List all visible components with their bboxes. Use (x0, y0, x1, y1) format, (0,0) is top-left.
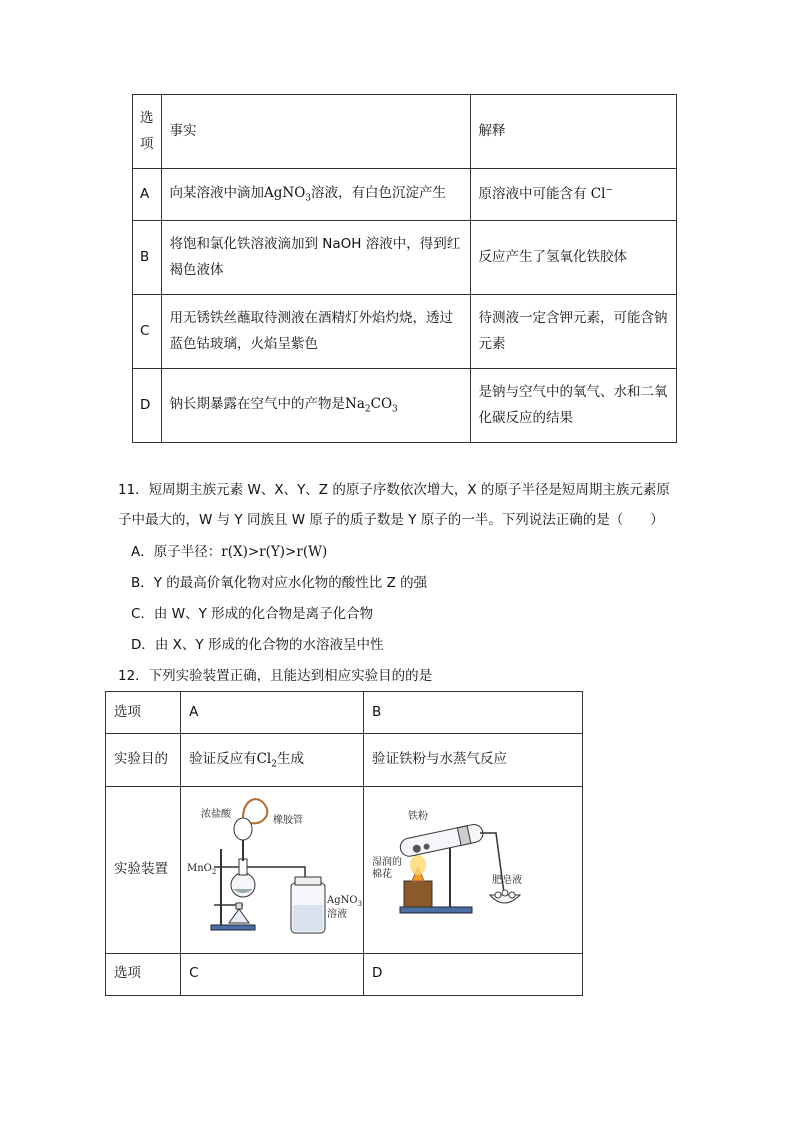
explanation-b: 反应产生了氢氧化铁胶体 (470, 221, 677, 295)
q11-stem-line2: 子中最大的，W 与 Y 同族且 W 原子的质子数是 Y 原子的一半。下列说法正确的是（ ） (118, 512, 664, 528)
apparatus-a (181, 787, 364, 954)
q11-option-b: B．Y 的最高价氧化物对应水化物的酸性比 Z 的强 (131, 575, 428, 591)
label-mno2: MnO$_2$ (187, 863, 217, 876)
fact-b: 将饱和氯化铁溶液滴加到 NaOH 溶液中，得到红褐色液体 (161, 221, 470, 295)
header-fact: 事实 (161, 95, 470, 169)
label-wet-cotton-2: 棉花 (372, 869, 392, 880)
label-wet-cotton-1: 湿润的 (372, 857, 402, 868)
table-row: C 用无锈铁丝蘸取待测液在酒精灯外焰灼烧，透过蓝色钴玻璃，火焰呈紫色 待测液一定含钾元素，可能含钠元素 (133, 295, 677, 369)
question-12-table (105, 691, 583, 996)
apparatus-b (364, 787, 583, 954)
label-agno3: AgNO$_3$ (327, 895, 363, 908)
explanation-d: 是钠与空气中的氧气、水和二氧化碳反应的结果 (470, 369, 677, 443)
iron-steam-apparatus-diagram (364, 787, 582, 943)
label-conc-hcl: 浓盐酸 (201, 809, 232, 820)
fact-c: 用无锈铁丝蘸取待测液在酒精灯外焰灼烧，透过蓝色钴玻璃，火焰呈紫色 (161, 295, 470, 369)
table-row: 实验目的 验证反应有$Cl_2$生成 验证铁粉与水蒸气反应 (106, 734, 583, 787)
table-row: 实验装置 浓盐酸 橡胶管 MnO$_2$ AgNO$_3$ 溶液 铁粉 湿润的 棉花 肥皂液 (106, 787, 583, 954)
label-iron-powder: 铁粉 (408, 811, 428, 822)
q12-stem: 12．下列实验装置正确，且能达到相应实验目的的是 (118, 668, 433, 684)
header-explanation: 解释 (470, 95, 677, 169)
q11-option-d: D．由 X、Y 形成的化合物的水溶液呈中性 (131, 637, 384, 653)
purpose-b: 验证铁粉与水蒸气反应 (364, 734, 583, 787)
table-row: B 将饱和氯化铁溶液滴加到 NaOH 溶液中，得到红褐色液体 反应产生了氢氧化铁胶体 (133, 221, 677, 295)
explanation-c: 待测液一定含钾元素，可能含钠元素 (470, 295, 677, 369)
table-row: 选项 C D (106, 953, 583, 995)
question-10-table (132, 94, 677, 443)
fact-d: 钠长期暴露在空气中的产物是$Na_2CO_3$ (161, 369, 470, 443)
q11-option-c: C．由 W、Y 形成的化合物是离子化合物 (131, 606, 374, 622)
label-rubber-tube: 橡胶管 (273, 815, 304, 826)
explanation-a: 原溶液中可能含有 Cl− (470, 169, 677, 221)
fact-a: 向某溶液中滴加AgNO$_3$溶液，有白色沉淀产生 (161, 169, 470, 221)
label-solution: 溶液 (327, 909, 348, 920)
table-row: 选项 A B (106, 692, 583, 734)
q11-stem-line1: 11．短周期主族元素 W、X、Y、Z 的原子序数依次增大，X 的原子半径是短周期主族元素原 (118, 482, 670, 498)
table-row: A 向某溶液中滴加AgNO$_3$溶液，有白色沉淀产生 原溶液中可能含有 Cl− (133, 169, 677, 221)
label-soap-solution: 肥皂液 (492, 875, 522, 886)
q11-option-a: A．原子半径：r(X)>r(Y)>r(W) (131, 544, 328, 560)
purpose-a: 验证反应有$Cl_2$生成 (181, 734, 364, 787)
table-row: D 钠长期暴露在空气中的产物是$Na_2CO_3$ 是钠与空气中的氧气、水和二氧化碳反应的结果 (133, 369, 677, 443)
chlorine-generation-apparatus-diagram (181, 787, 361, 943)
header-option: 选 项 (133, 95, 162, 169)
